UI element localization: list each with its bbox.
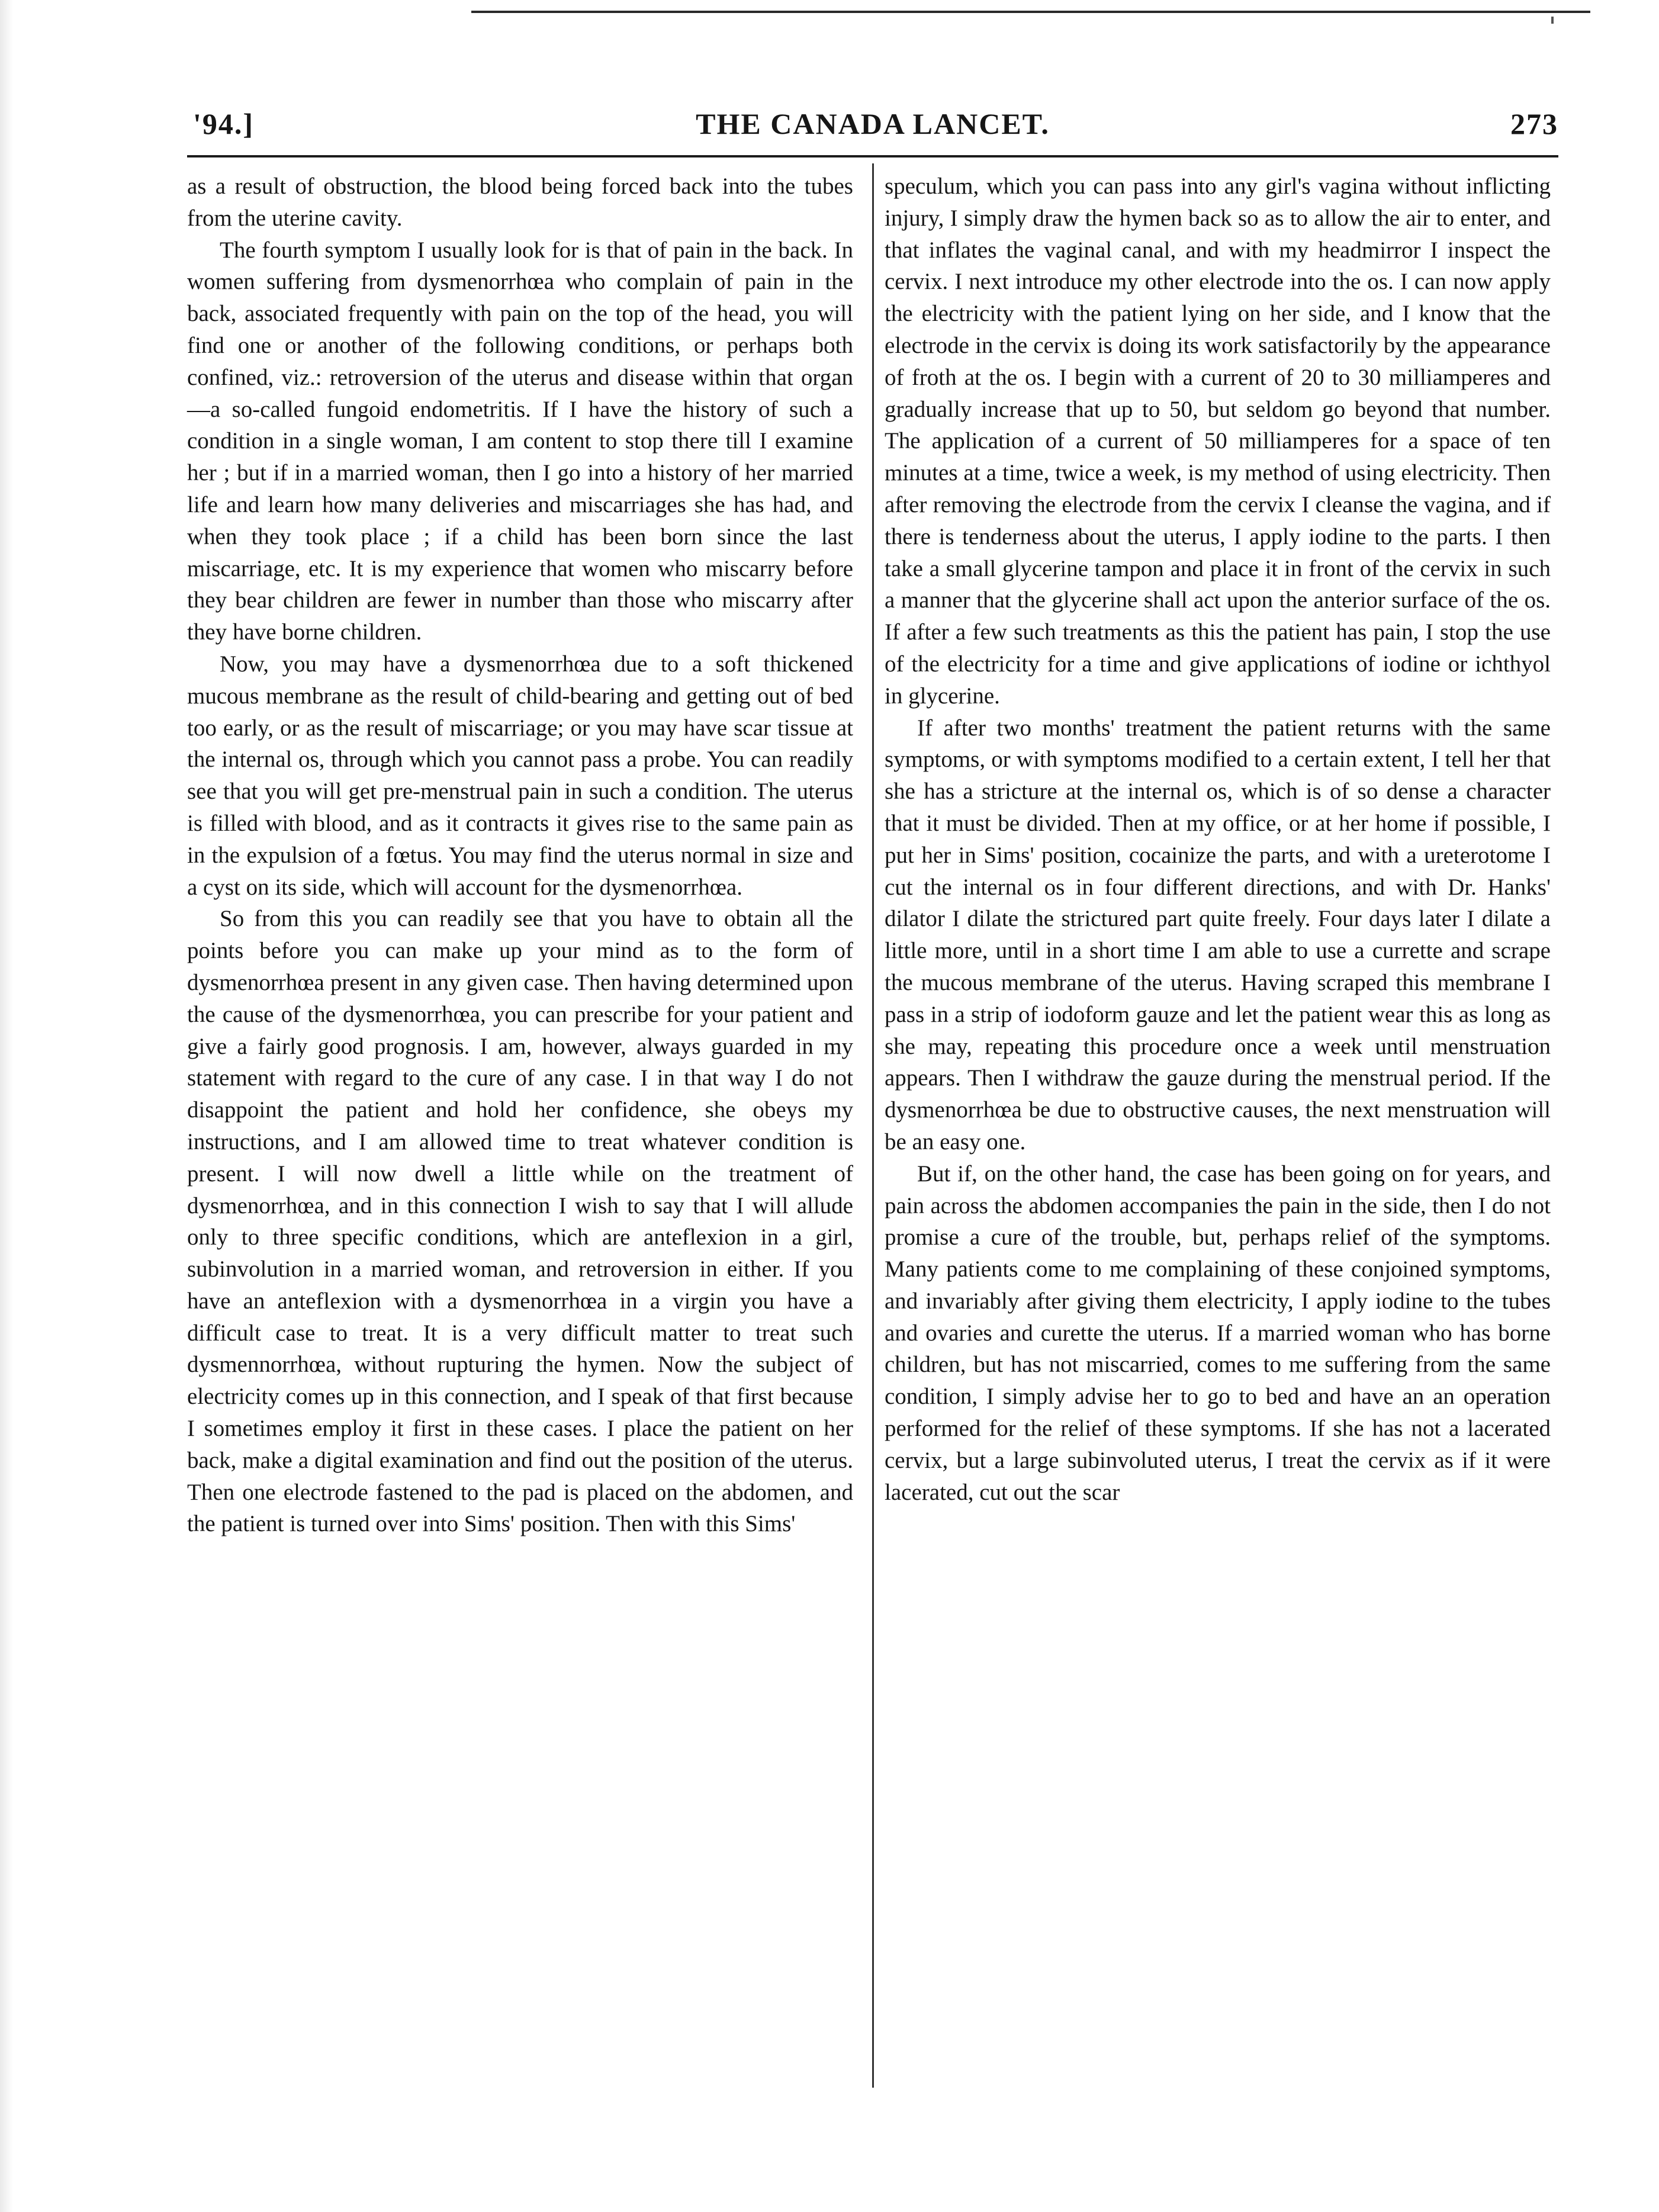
header-year: '94.] (193, 107, 255, 140)
page-edge-shadow (0, 0, 13, 2212)
journal-title: THE CANADA LANCET. (696, 107, 1050, 140)
print-speck (1551, 17, 1554, 24)
right-paragraph-3: But if, on the other hand, the case has been going on for years, and pain across the abdomen accompanies the pain in the side, then I do not promise a cure of the trouble, but, perhaps relief of the symptoms. Many patients come to me complaining of these conjoined symptoms, and invariably after giving them electricity, I apply iodine to the tubes and ovaries and curette the uterus. If a married woman who has borne children, but has not miscarried, comes to me suffering from the same condition, I simply advise her to go to bed and have an an operation performed for the relief of these symptoms. If she has not a lacerated cervix, but a large subinvoluted uterus, I treat the cervix as if it were lacerated, cut out the scar (885, 1160, 1551, 1505)
header-rule (187, 155, 1558, 157)
top-border-rule (471, 11, 1590, 13)
running-header (187, 107, 1558, 148)
left-column (187, 171, 853, 1540)
left-paragraph-3: Now, you may have a dysmenorrhœa due to a soft thickened mucous membrane as the result of child-bearing and getting out of bed too early, or as the result of miscarriage; or you may have scar tissue at the internal os, through which you cannot pass a probe. You can readily see that you will get pre-menstrual pain in such a condition. The uterus is filled with blood, and as it contracts it gives rise to the same pain as in the expulsion of a fœtus. You may find the uterus normal in size and a cyst on its side, which will account for the dysmenorrhœa. (187, 651, 853, 900)
page-number: 273 (1510, 107, 1558, 140)
right-paragraph-2: If after two months' treatment the patient returns with the same symptoms, or with symptoms modified to a certain extent, I tell her that she has a stricture at the internal os, which is of so dense a character that it must be divided. Then at my office, or at her home if possible, I put her in Sims' position, cocainize the parts, and with a ureterotome I cut the internal os in four different directions, and with Dr. Hanks' dilator I dilate the strictured part quite freely. Four days later I dilate a little more, until in a short time I am able to use a currette and scrape the mucous membrane of the uterus. Having scraped this membrane I pass in a strip of iodoform gauze and let the patient wear this as long as she may, repeating this procedure once a week until menstruation appears. Then I withdraw the gauze during the menstrual period. If the dysmenorrhœa be due to obstructive causes, the next menstruation will be an easy one. (885, 715, 1551, 1155)
left-paragraph-1: as a result of obstruction, the blood being forced back into the tubes from the uterine cavity. (187, 173, 853, 231)
left-paragraph-4: So from this you can readily see that you have to obtain all the points before you can make up your mind as to the form of dysmenorrhœa present in any given case. Then having determined upon the cause of the dysmenorrhœa, you can prescribe for your patient and give a fairly good prognosis. I am, however, always guarded in my statement with regard to the cure of any case. I in that way I do not disappoint the patient and hold her confidence, she obeys my instructions, and I am allowed time to treat whatever condition is present. I will now dwell a little while on the treatment of dysmenorrhœa, and in this connection I wish to say that I will allude only to three specific conditions, which are anteflexion in a girl, subinvolution in a married woman, and retroversion in either. If you have an anteflexion with a dysmenorrhœa in a virgin you have a difficult case to treat. It is a very difficult matter to treat such dysmennorrhœa, without rupturing the hymen. Now the subject of electricity comes up in this connection, and I speak of that first because I sometimes employ it first in these cases. I place the patient on her back, make a digital examination and find out the position of the uterus. Then one electrode fastened to the pad is placed on the abdomen, and the patient is turned over into Sims' position. Then with this Sims' (187, 906, 853, 1537)
left-paragraph-2: The fourth symptom I usually look for is that of pain in the back. In women suffering from dysmenorrhœa who complain of pain in the back, associated frequently with pain on the top of the head, you will find one or another of the following conditions, or perhaps both confined, viz.: retroversion of the uterus and disease within that organ—a so-called fungoid endometritis. If I have the history of such a condition in a single woman, I am content to stop there till I examine her ; but if in a married woman, then I go into a history of her married life and learn how many deliveries and miscarriages she has had, and when they took place ; if a child has been born since the last miscarriage, etc. It is my experience that women who miscarry before they bear children are fewer in number than those who miscarry after they have borne children. (187, 237, 853, 645)
right-column (885, 171, 1551, 1508)
right-paragraph-1: speculum, which you can pass into any girl's vagina without inflicting injury, I simply draw the hymen back so as to allow the air to enter, and that inflates the vaginal canal, and with my headmirror I inspect the cervix. I next introduce my other electrode into the os. I can now apply the electricity with the patient lying on her side, and I know that the electrode in the cervix is doing its work satisfactorily by the appearance of froth at the os. I begin with a current of 20 to 30 milliamperes and gradually increase that up to 50, but seldom go beyond that number. The application of a current of 50 milliamperes for a space of ten minutes at a time, twice a week, is my method of using electricity. Then after removing the electrode from the cervix I cleanse the vagina, and if there is tenderness about the uterus, I apply iodine to the parts. I then take a small glycerine tampon and place it in front of the cervix in such a manner that the glycerine shall act upon the anterior surface of the os. If after a few such treatments as this the patient has pain, I stop the use of the electricity for a time and give applications of iodine or ichthyol in glycerine. (885, 173, 1551, 709)
column-divider (872, 163, 874, 2088)
